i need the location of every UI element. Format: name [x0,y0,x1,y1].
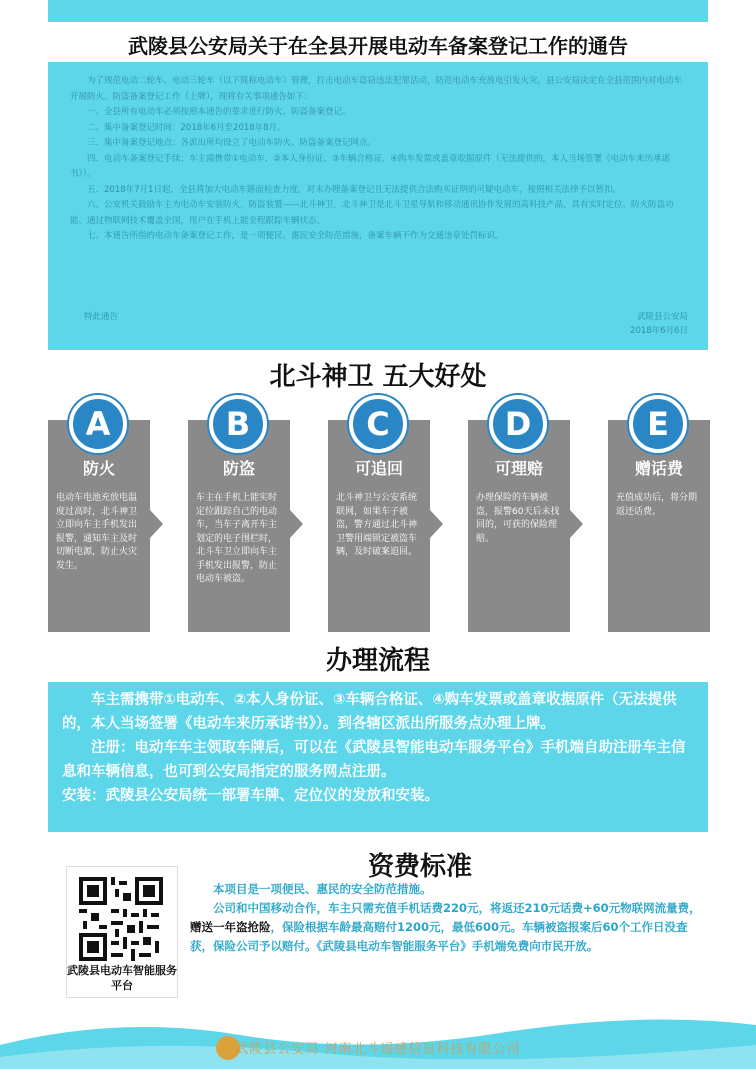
benefit-desc: 电动车电池充放电温度过高时，北斗神卫立即向车主手机发出报警，通知车主及时切断电源，防止火灾发生。 [56,493,138,571]
fees-heading: 资费标准 [367,852,472,882]
notice-paragraph: 七、本通告所指的电动车备案登记工作，是一项便民、惠民安全防范措施，备案车辆不作为交通违章处罚标识。 [87,231,504,241]
benefit-card-credit [608,405,710,632]
benefit-card-claim [468,405,570,632]
fees-paragraph [190,899,710,956]
badge-letter: A [69,395,127,453]
process-paragraph: 车主需携带①电动车、②本人身份证、③车辆合格证、④购车发票或盖章收据原件（无法提供的，本人当场签署《电动车来历承诺书》）。到各辖区派出所服务点办理上牌。 [62,692,677,732]
benefit-desc: 充值成功后，将分期返还话费。 [616,493,698,517]
top-banner-strip [48,0,708,22]
qr-label: 武陵县电动车智能服务平台 [67,964,177,992]
notice-panel [48,62,708,350]
fees-paragraph: 本项目是一项便民、惠民的安全防范措施。 [213,882,432,896]
benefit-name: 防盗 [222,459,255,478]
arrow-right-icon [150,510,163,538]
benefit-desc: 办理保险的车辆被盗，报警60天后未找回的，可获的保险理赔。 [476,493,560,544]
benefit-name: 赠话费 [634,459,683,478]
footer-organizations: 武陵县公安局 河南北斗遥感信息科技有限公司 [235,1042,521,1057]
benefit-card-fire [48,405,150,632]
benefit-name: 可追回 [354,459,403,478]
fees-text-a: 公司和中国移动合作，车主只需充值手机话费220元，将返还210元话费+60元物联网流量费， [213,901,701,915]
qr-code-icon [79,877,163,961]
notice-paragraph: 为了规范电动二轮车、电动三轮车（以下简称电动车）管理，打击电动车盗窃违法犯罪活动，防范电动车充放电引发火灾，县公安局决定在全县范围内对电动车开展防火、防盗备案登记工作（上牌），现将有关事项通告如下： [70,76,683,102]
benefit-card-recover [328,405,430,632]
badge-letter: B [209,395,267,453]
notice-signature [630,310,688,338]
process-heading: 办理流程 [325,646,430,676]
notice-title: 武陵县公安局关于在全县开展电动车备案登记工作的通告 [128,34,628,58]
process-paragraph: 安装：武陵县公安局统一部署车牌、定位仪的发放和安装。 [62,788,439,804]
badge-letter: C [349,395,407,453]
benefit-desc: 车主在手机上能实时定位跟踪自己的电动车，当车子离开车主划定的电子围栏时，北斗车卫立即向车主手机发出报警，防止电动车被盗。 [196,493,278,584]
fees-highlight: 赠送一年盗抢险 [190,920,271,934]
benefit-name: 防火 [82,459,115,478]
notice-date: 2018年6月6日 [630,326,688,336]
badge-letter: D [489,395,547,453]
notice-paragraph: 四、电动车备案登记手续：车主需携带①电动车、②本人身份证、③车辆合格证、④购车发票或盖章收据原件（无法提供的，本人当场签署《电动车来历承诺书》）。 [70,153,670,179]
qr-card [66,866,178,998]
arrow-right-icon [290,510,303,538]
notice-issuer: 武陵县公安局 [636,312,688,322]
benefit-name: 可理赔 [494,459,543,478]
arrow-right-icon [570,510,583,538]
arrow-right-icon [430,510,443,538]
notice-paragraph: 一、全县所有电动车必须按照本通告的要求进行防火、防盗备案登记。 [87,107,351,117]
fees-text [190,880,710,956]
badge-letter: E [629,395,687,453]
notice-paragraph: 二、集中备案登记时间：2018年6月至2018年8月。 [87,122,286,133]
notice-paragraph: 六、公安机关鼓励车主为电动车安装防火、防盗装置——北斗神卫，北斗神卫是北斗卫星导航和移动通讯协作发展的高科技产品，具有实时定位、防火防盗功能，通过物联网技术覆盖全国，用户在手机上能全程跟踪车辆状态。 [70,200,674,226]
process-paragraph: 注册：电动车车主领取车牌后，可以在《武陵县智能电动车服务平台》手机端自助注册车主信息和车辆信息，也可到公安局指定的服务网点注册。 [62,740,686,780]
fees-text-b: ，保险根据车龄最高赔付1200元，最低600元。车辆被盗报案后60个工作日没查获，保险公司予以赔付。《武陵县电动车智能服务平台》手机端免费向市民开放。 [190,920,688,953]
notice-paragraph: 三、集中备案登记地点：各派出所均设立了电动车防火、防盗备案登记网点。 [87,138,377,148]
notice-closing: 特此通告 [84,312,119,322]
benefit-card-theft [188,405,290,632]
notice-paragraph: 五、2018年7月1日起，全县将加大电动车路面检查力度，对未办理备案登记且无法提供合法购买证明的可疑电动车，按照相关法律予以暂扣。 [87,184,621,195]
benefit-desc: 北斗神卫与公安系统联网，如果车子被盗，警方通过北斗神卫警用端锁定被盗车辆，及时破案追回。 [336,493,418,557]
process-panel [48,682,708,832]
benefits-heading: 北斗神卫 五大好处 [269,362,487,392]
